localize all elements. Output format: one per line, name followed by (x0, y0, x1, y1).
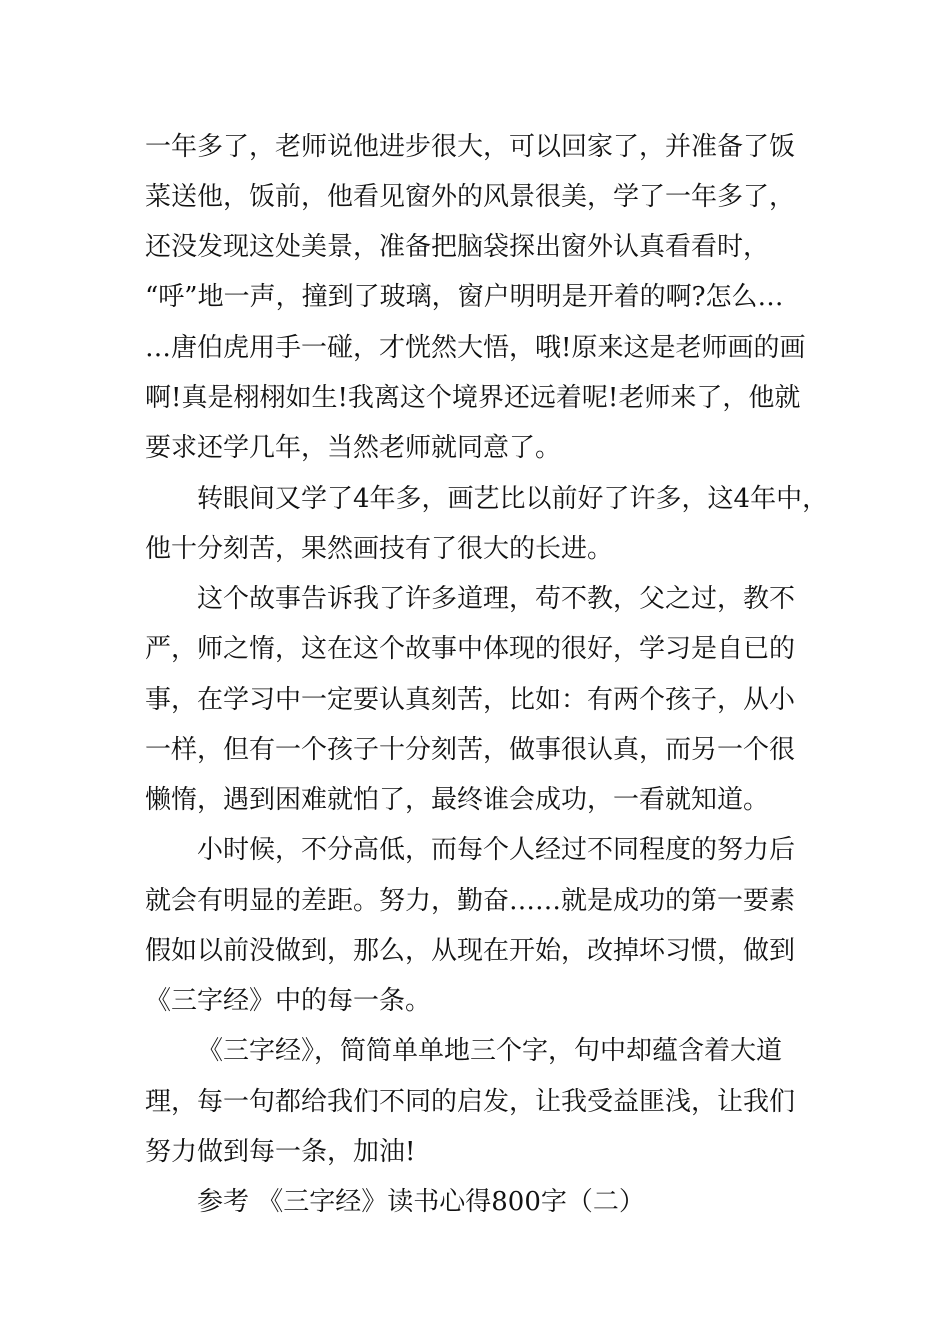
text-line: 理，每一句都给我们不同的启发，让我受益匪浅，让我们 (145, 1087, 796, 1117)
text-line: 他十分刻苦，果然画技有了很大的长进。 (145, 534, 614, 564)
paragraph-first-line: 这个故事告诉我了许多道理，苟不教，父之过，教不 (197, 584, 796, 614)
text-line: 事，在学习中一定要认真刻苦，比如：有两个孩子，从小 (145, 685, 796, 715)
section-heading: 参考 《三字经》读书心得800字（二） (197, 1187, 645, 1217)
text-line: 努力做到每一条，加油! (145, 1137, 416, 1167)
text-line: 就会有明显的差距。努力，勤奋……就是成功的第一要素 (145, 886, 796, 916)
text-line: 严，师之惰，这在这个故事中体现的很好，学习是自已的 (145, 634, 796, 664)
text-line: 还没发现这处美景，准备把脑袋探出窗外认真看看时， (145, 232, 770, 262)
text-line: 假如以前没做到，那么，从现在开始，改掉坏习惯，做到 (145, 936, 796, 966)
text-line: 懒惰，遇到困难就怕了，最终谁会成功，一看就知道。 (145, 785, 770, 815)
text-line: …唐伯虎用手一碰，才恍然大悟，哦!原来这是老师画的画 (145, 333, 806, 363)
text-line: 《三字经》中的每一条。 (145, 986, 432, 1016)
text-line: 啊!真是栩栩如生!我离这个境界还远着呢!老师来了，他就 (145, 383, 801, 413)
text-line: 一样，但有一个孩子十分刻苦，做事很认真，而另一个很 (145, 735, 796, 765)
paragraph-first-line: 转眼间又学了4年多，画艺比以前好了许多，这4年中， (197, 484, 829, 514)
text-line: 要求还学几年，当然老师就同意了。 (145, 433, 562, 463)
text-line: 菜送他，饭前，他看见窗外的风景很美，学了一年多了， (145, 182, 796, 212)
paragraph-first-line: 小时候，不分高低，而每个人经过不同程度的努力后 (197, 835, 796, 865)
text-line: “呼”地一声，撞到了玻璃，窗户明明是开着的啊?怎么… (145, 282, 784, 312)
text-line: 一年多了，老师说他进步很大，可以回家了，并准备了饭 (145, 132, 796, 162)
paragraph-first-line: 《三字经》，简简单单地三个字，句中却蕴含着大道 (197, 1036, 783, 1066)
